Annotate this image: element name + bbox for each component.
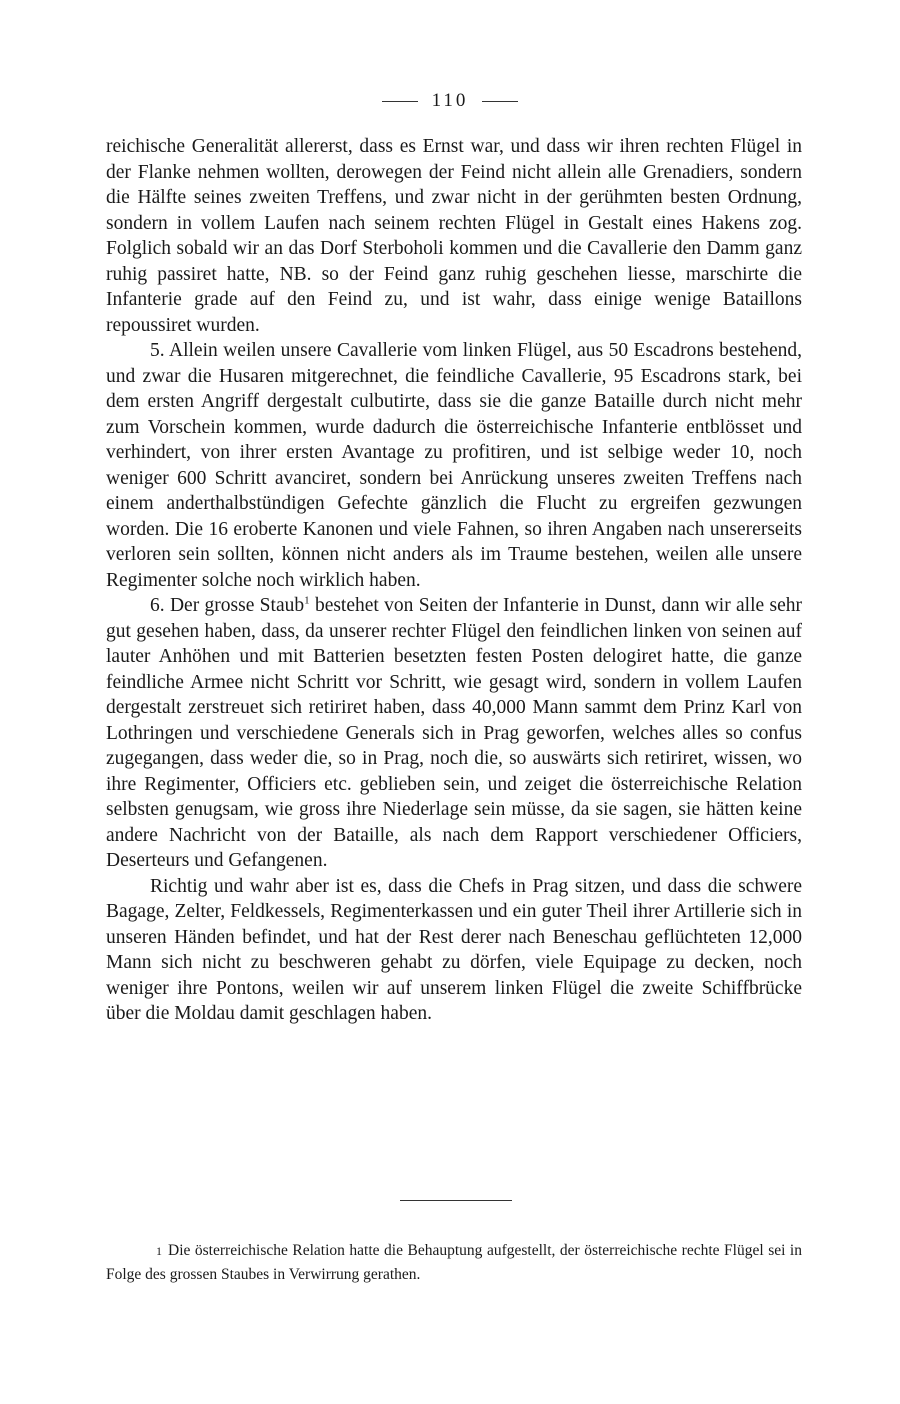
paragraph-5: 5. Allein weilen unsere Cavallerie vom linken Flügel, aus 50 Escadrons bestehend, und zwar die Husaren mitgerechnet, die feindliche Cavallerie, 95 Escadrons stark, bei dem ersten Angriff dergestalt culbutirte, dass sie die ganze Bataille durch nicht mehr zum Vorschein kommen, wurde dadurch die österreichische Infanterie entblösset und verhindert, von ihrer ersten Avantage zu profitiren, und ist selbige weder 10, noch weniger 600 Schritt avanciret, sondern bei Anrückung unseres zweiten Treffens nach einem anderthalbstündigen Gefechte gänzlich die Flucht zu ergreifen gezwungen worden. Die 16 eroberte Kanonen und viele Fahnen, so ihren Angaben nach unsererseits verloren sein sollten, können nicht anders als im Traume bestehen, weilen alle unsere Regimenter solche noch wirklich haben. [106,340,802,591]
page-header [0,90,900,114]
header-rule-left [382,101,418,102]
paragraph-continuation: reichische Generalität allererst, dass es Ernst war, und dass wir ihren rechten Flügel in der Flanke nehmen wollten, derowegen der Feind nicht allein alle Grenadiers, sondern die Hälfte seines zweiten Treffens, und zwar nicht in der gerühmten besten Ordnung, sondern in vollem Laufen nach seinem rechten Flügel in Gestalt eines Hakens zog. Folglich sobald wir an das Dorf Sterboholi kommen und die Cavallerie den Damm ganz ruhig passiret hatte, NB. so der Feind ganz ruhig geschehen liesse, marschirte die Infanterie grade auf den Feind zu, und ist wahr, dass einige wenige Bataillons repoussiret wurden. [106,136,802,336]
footnote-separator [400,1200,512,1201]
footnote-reference: 1 [304,594,310,607]
paragraph-6-start: 6. Der grosse Staub [150,595,305,616]
paragraph-6 [106,593,802,874]
paragraph-final: Richtig und wahr aber ist es, dass die Chefs in Prag sitzen, und dass die schwere Bagage, Zelter, Feldkessels, Regimenterkassen und ein guter Theil ihrer Artillerie sich in unseren Händen befindet, und hat der Rest derer nach Beneschau geflüchteten 12,000 Mann sich nicht zu beschweren gehabt zu dörfen, viele Equipage zu decken, noch weniger ihre Pontons, weilen wir auf unserem linken Flügel die zweite Schiffbrücke über die Moldau damit geschlagen haben. [106,875,802,1024]
main-text [106,134,802,1027]
page-number: 110 [431,90,469,111]
paragraph-6-rest: bestehet von Seiten der Infanterie in Dunst, dann wir alle sehr gut gesehen haben, dass, da unserer rechter Flügel den feindlichen linken von seinen auf lauter Anhöhen und mit Batterien besetzten festen Posten delogiret hatte, die ganze feindliche Armee nicht Schritt vor Schritt, wie gesagt wird, sondern in vollem Laufen dergestalt zerstreuet sich retiriret haben, dass 40,000 Mann sammt dem Prinz Karl von Lothringen und verschiedene Generals sich in Prag geworfen, welches alles so confus zugegangen, dass weder die, so in Prag, noch die, so auswärts sich retiriret, wissen, wo ihre Regimenter, Officiers etc. geblieben sein, und zeiget die österreichische Relation selbsten genugsam, wie gross ihre Niederlage sein müsse, da sie sagen, sie hätten keine andere Nachricht von der Bataille, als nach dem Rapport verschiedener Officiers, Deserteurs und Gefangenen. [106,595,802,871]
header-rule-right [482,101,518,102]
footnote [106,1239,802,1286]
footnote-text: Die österreichische Relation hatte die Behauptung aufgestellt, der österreichische rechte Flügel sei in Folge des grossen Staubes in Verwirrung gerathen. [106,1242,802,1283]
footnote-number: 1 [156,1244,162,1258]
